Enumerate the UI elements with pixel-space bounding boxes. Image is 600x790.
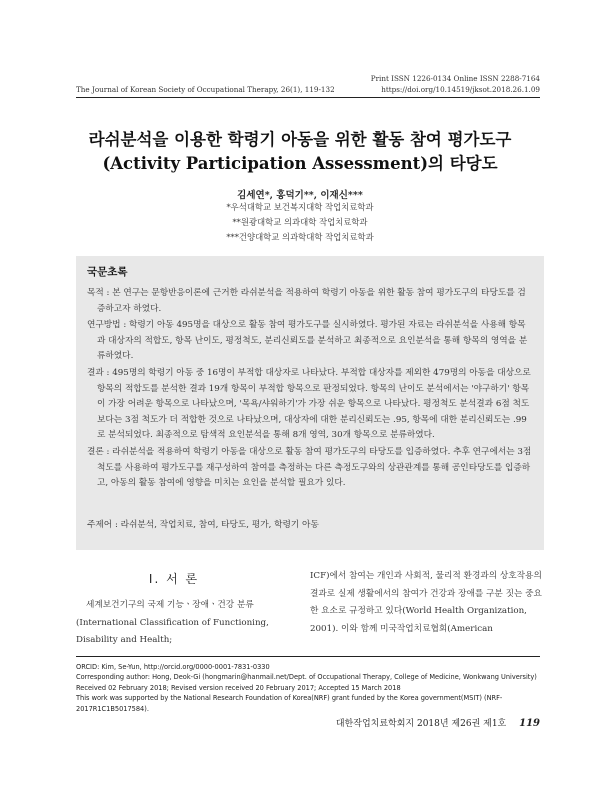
abstract-objective: 목적 : 본 연구는 문항반응이론에 근거한 라쉬분석을 적용하여 학령기 아동을 위한 활동 참여 평가도구의 타당도를 검증하고자 하였다. (87, 288, 526, 314)
abstract-conclusion: 결론 : 라쉬분석을 적용하여 학령기 아동을 대상으로 활동 참여 평가도구의 타당도를 입증하였다. 추후 연구에서는 3점 척도를 사용하여 평가도구를 재구성하여 참여를 측정하는 다른 측정도구와의 상관관계를 통해 공인타당도를 입증하고, 아동의 활동 참여에 영향을 미치는 요인을 분석할 필요가 있다. (87, 446, 532, 489)
footnote-funding: This work was supported by the National Research Foundation of Korea(NRF) grant funded by the Korea government(MSIT) (NRF-2017R1C1B5017584). (76, 694, 503, 713)
section-title: Ⅰ. 서 론 (148, 572, 200, 586)
doi[interactable]: https://doi.org/10.14519/jksot.2018.26.1.09 (381, 85, 540, 94)
affiliation-2: **원광대학교 의과대학 작업치료학과 (232, 217, 368, 227)
issn: Print ISSN 1226-0134 Online ISSN 2288-7164 (370, 74, 540, 83)
body-right-column: ICF)에서 참여는 개인과 사회적, 물리적 환경과의 상호작용의 결과로 실제 생활에서의 참여가 건강과 장애를 구분 짓는 중요한 요소로 규정하고 있다(World Health Organization, 2001). 이와 함께 미국작업치료협회(American (310, 571, 542, 634)
authors: 김세연*, 홍덕기**, 이재신*** (237, 190, 363, 201)
body-left-column: 세계보건기구의 국제 기능ㆍ장애ㆍ건강 분류(International Classification of Functioning, Disability and Health; (76, 600, 269, 645)
affiliation-3: ***건양대학교 의과학대학 작업치료학과 (226, 232, 374, 242)
title-line-1: 라쉬분석을 이용한 학령기 아동을 위한 활동 참여 평가도구 (88, 130, 512, 149)
footnote-corresponding: Corresponding author: Hong, Deok-Gi (hongmarin@hanmail.net/Dept. of Occupational Therapy, College of Medicine, Wonkwang University) (76, 673, 537, 682)
page-number: 119 (519, 718, 540, 729)
journal-issn-doi (371, 73, 540, 95)
footnote-orcid: ORCID: Kim, Se-Yun, http://orcid.org/0000-0001-7831-0330 (76, 663, 270, 671)
abstract-heading: 국문초록 (87, 266, 128, 278)
footer-journal: 대한작업치료학회지 2018년 제26권 제1호 (335, 719, 507, 729)
footnote-rule (76, 656, 540, 657)
affiliation-1: *우석대학교 보건복지대학 작업치료학과 (226, 202, 374, 212)
abstract-results: 결과 : 495명의 학령기 아동 중 16명이 부적합 대상자로 나타났다. 부적합 대상자를 제외한 479명의 아동을 대상으로 항목의 적합도를 분석한 결과 19개 항목이 부적합 항목으로 판정되었다. 항목의 난이도 분석에서는 '야구하기' 항목이 가장 어려운 항목으로 나타났으며, '목욕/샤워하기'가 가장 쉬운 항목으로 나타났다. 평정척도 분석결과 6점 척도보다는 3점 척도가 더 적합한 것으로 나타났으며, 대상자에 대한 분리신뢰도는 .95, 항목에 대한 분리신뢰도는 .99로 분석되었다. 최종적으로 탐색적 요인분석을 통해 8개 영역, 30개 항목으로 분류하였다. (87, 367, 531, 441)
journal-citation: The Journal of Korean Society of Occupational Therapy, 26(1), 119-132 (76, 85, 335, 94)
footnotes (76, 662, 544, 714)
abstract-methods: 연구방법 : 학령기 아동 495명을 대상으로 활동 참여 평가도구를 실시하였다. 평가된 자료는 라쉬분석을 사용해 항목과 대상자의 적합도, 항목 난이도, 평정척도, 분리신뢰도를 분석하고 최종적으로 요인분석을 통해 항목의 영역을 분류하였다. (87, 320, 528, 362)
title-line-2: (Activity Participation Assessment)의 타당도 (102, 154, 498, 173)
affiliations (0, 200, 600, 245)
page-footer (336, 716, 540, 729)
keywords: 주제어 : 라쉬분석, 작업치료, 참여, 타당도, 평가, 학령기 아동 (87, 520, 319, 530)
abstract-box (76, 256, 544, 550)
footnote-dates: Received 02 February 2018; Revised version received 20 February 2017; Accepted 15 March 2018 (76, 683, 401, 692)
abstract-body (87, 286, 533, 493)
header-rule (76, 97, 540, 98)
